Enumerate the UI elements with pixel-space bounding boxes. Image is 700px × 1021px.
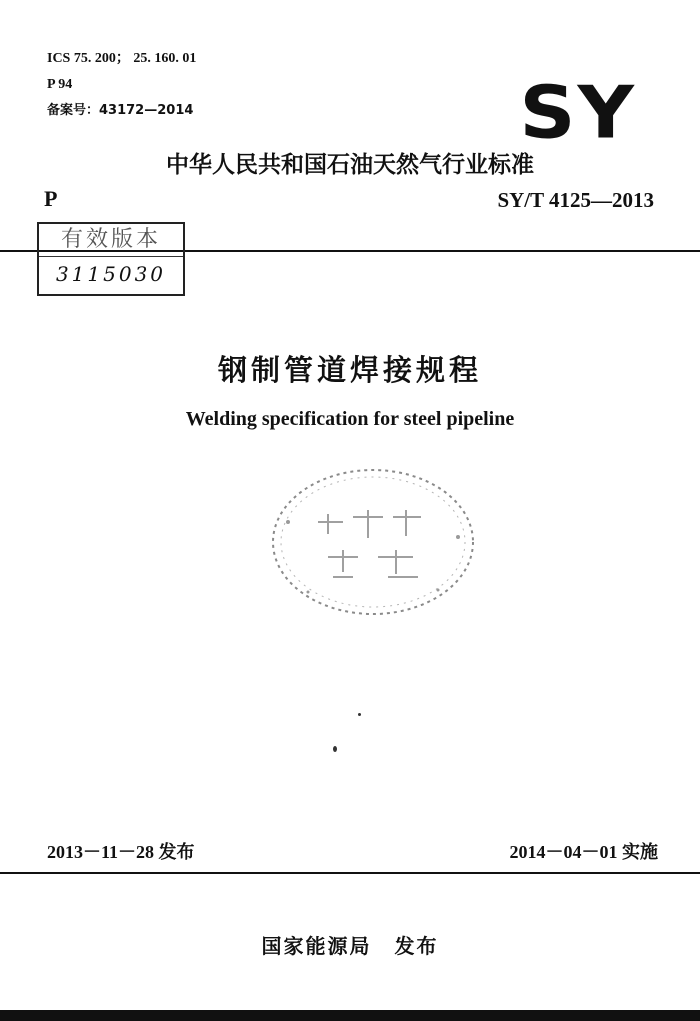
publisher: 国家能源局 发布 <box>261 934 439 958</box>
standard-number: SY/T 4125—2013 <box>497 188 654 212</box>
valid-version-stamp <box>37 222 185 296</box>
stamp-label: 有效版本 <box>39 224 183 257</box>
implementation-date: 2014－04－01 实施 <box>509 842 658 862</box>
faded-seal-icon <box>268 462 478 622</box>
scan-speck <box>358 713 361 716</box>
issue-date: 2013－11－28 发布 <box>47 842 195 862</box>
scan-speck <box>333 746 337 752</box>
classification-letter: P <box>44 186 58 211</box>
sy-logo: SY <box>519 72 636 155</box>
footer-rule <box>0 872 700 874</box>
industry-standard-heading: 中华人民共和国石油天然气行业标准 <box>166 152 534 178</box>
record-number: 备案号：43172—2014 <box>47 103 194 118</box>
stamp-number: 3115030 <box>55 262 167 286</box>
title-english: Welding specification for steel pipeline <box>185 408 515 430</box>
title-chinese: 钢制管道焊接规程 <box>217 353 482 387</box>
ccs-code: P 94 <box>47 77 73 92</box>
ics-code: ICS 75. 200； 25. 160. 01 <box>47 51 197 66</box>
bottom-bar <box>0 1010 700 1021</box>
